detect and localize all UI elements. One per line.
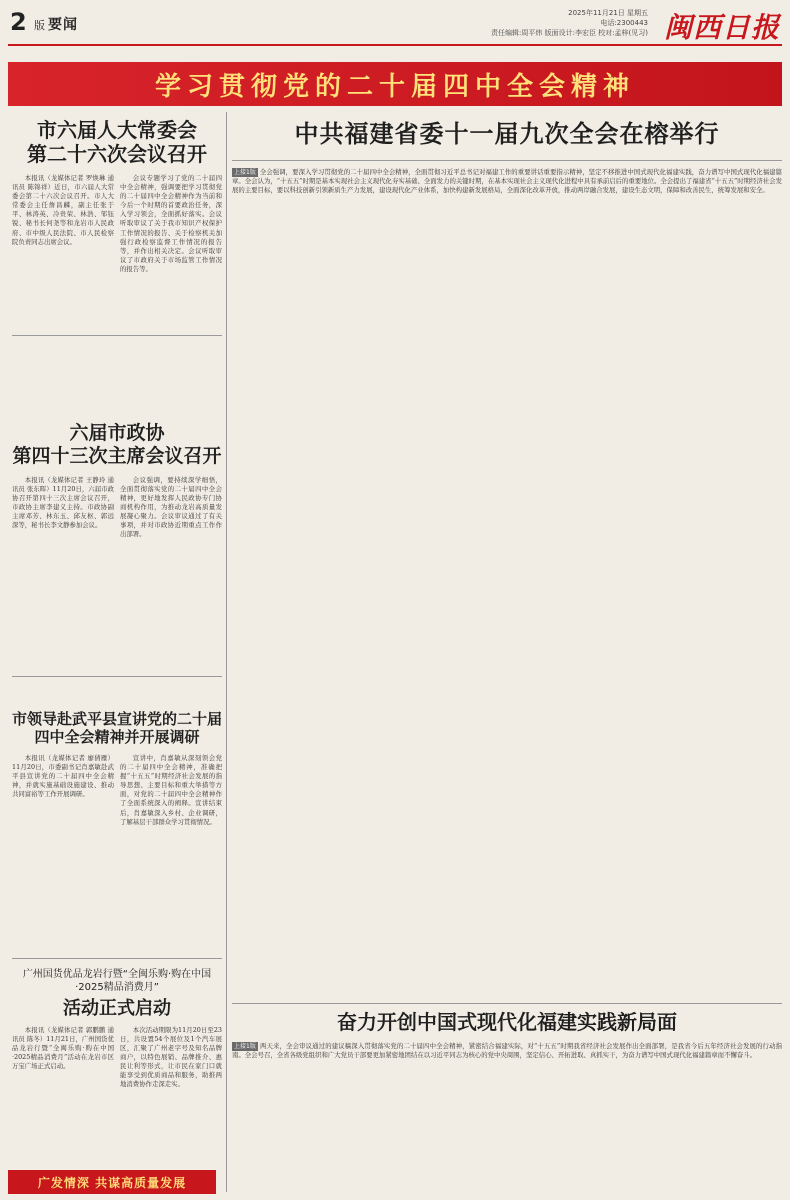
article-npc-title-line1: 市六届人大常委会: [37, 118, 197, 142]
article-npc-meeting: [12, 118, 222, 328]
article-wuping-title-line2: 四中全会精神并开展调研: [34, 728, 200, 746]
article-wuping-title-line1: 市领导赴武平县宣讲党的二十届: [12, 710, 223, 728]
article-shopping-lead: 本报讯（龙媒体记者 郭鹏鹏 通讯员 陈冬）11月21日，广州国货优品龙岩行暨“全闽乐购·购在中国·2025精品消费月”活动在龙岩市区万宝广场正式启动。: [12, 1025, 114, 1070]
article-shopping-title: 活动正式启动: [63, 998, 171, 1019]
article-plenum-body-wrap: [232, 168, 782, 195]
column-divider: [226, 112, 227, 1192]
article-fujian-modernization: [232, 1010, 782, 1194]
article-cppcc-body: 会议强调，要持续深学细悟，全面贯彻落实党的二十届四中全会精神，更好地发挥人民政协专门协商机构作用，为推动龙岩高质量发展凝心聚力。会议审议通过了有关事项，并对市政协近期重点工作作出部署。: [120, 475, 222, 539]
theme-banner-text: 学习贯彻党的二十届四中全会精神: [154, 71, 635, 102]
article-cppcc-title-line1: 六届市政协: [69, 422, 165, 444]
article-shopping-body: 本次活动期限为11月20日至23日，共设置54个展位及1个汽车展区，汇聚了广州老字号及知名品牌商户，以特色展销、品牌推介、惠民让利等形式，让市民在家门口就能享受到优质商品和服务，助推两地消费协作走深走实。: [120, 1025, 222, 1089]
article-modernization-body-wrap: [232, 1042, 782, 1060]
article-wuping-body: 宣讲中，肖嘉敏从深刻领会党的二十届四中全会精神，准确把握“十五五”时期经济社会发展的指导思想、主要目标和重大举措等方面，对党的二十届四中全会精神作了全面系统深入的阐释。宣讲结束后，肖嘉敏深入乡村、企业调研，了解基层干部群众学习贯彻情况。: [120, 754, 222, 826]
editor-credits: 责任编辑:周平炜 版面设计:李宏臣 校对:孟梓(见习): [491, 29, 648, 37]
divider: [12, 958, 222, 959]
article-wuping-lead: 本报讯（龙媒体记者 廖倩雁）11月20日，市委副书记肖嘉敏赴武平县宣讲党的二十届四中全会精神，并就实施基础设施建设、推动共同富裕等工作开展调研。: [12, 754, 114, 799]
theme-banner: [8, 62, 782, 106]
article-shopping-event: [12, 968, 222, 1164]
masthead: [8, 6, 782, 46]
article-provincial-plenum-headline-block: [232, 116, 782, 156]
article-modernization-body: 两天来，全会审议通过的建议稿深入贯彻落实党的二十届四中全会精神，紧密结合福建实际，对“十五五”时期我省经济社会发展作出全面部署，是我省今后五年经济社会发展的行动指南。全会号召，全省各级党组织和广大党员干部要更加紧密地团结在以习近平同志为核心的党中央周围，坚定信心、开拓进取、真抓实干，为奋力谱写中国式现代化福建篇章而不懈奋斗。: [232, 1042, 782, 1060]
bottom-banner-text: 广发情深 共谋高质量发展: [37, 1175, 187, 1190]
article-shopping-kicker: 广州国货优品龙岩行暨“全闽乐购·购在中国·2025精品消费月”: [22, 969, 212, 993]
article-cppcc-title-line2: 第四十三次主席会议召开: [12, 444, 222, 467]
article-plenum-body: 全会强调，要深入学习贯彻党的二十届四中全会精神，全面贯彻习近平总书记对福建工作的重要讲话重要指示精神，坚定不移推进中国式现代化福建实践，奋力谱写中国式现代化福建篇章。全会认为，“十五五”时期是基本实现社会主义现代化夯实基础、全面发力的关键时期，在基本实现社会主义现代化进程中具有承前启后的重要地位。全会提出了福建省“十五五”时期经济社会发展的主要目标，要以科技创新引领新质生产力发展，建设现代化产业体系，加快构建新发展格局，全面深化改革开放，推动两岸融合发展，建设生态文明，保障和改善民生，统筹发展和安全。: [232, 168, 782, 195]
newsroom-phone: 电话:2300443: [600, 19, 648, 27]
article-cppcc-lead: 本报讯（龙媒体记者 王静玲 通讯员 张东晖）11月20日，六届市政协召开第四十三次主席会议召开，市政协主席李建义主持。市政协副主席邓芳、林东玉、邱友枢、郭远深等，秘书长李文静参加会议。: [12, 475, 114, 530]
newspaper-logo: 闽西日报: [663, 11, 780, 44]
divider: [12, 676, 222, 677]
article-cppcc-meeting: [12, 422, 222, 540]
article-modernization-title: 奋力开创中国式现代化福建实践新局面: [337, 1010, 677, 1034]
divider: [12, 335, 222, 336]
continued-tag: 上接1版: [234, 169, 256, 176]
article-plenum-title: 中共福建省委十一届九次全会在榕举行: [294, 120, 720, 148]
continued-tag: 上接1版: [234, 1043, 256, 1050]
divider: [232, 1003, 782, 1004]
issue-date: 2025年11月21日 星期五: [568, 9, 648, 17]
article-npc-lead: 本报讯（龙媒体记者 罗焕琳 通讯员 陈锦祥）近日，市六届人大常委会第二十六次会议召开。市人大常委会主任詹昌麟，副主任张于平、林涛英、冷贵荣、林浩、邹钰锐、秘书长何尧等和龙岩市人民政府、市中级人民法院、市人民检察院负责同志出席会议。: [12, 174, 114, 246]
page-section-name: 要闻: [48, 17, 78, 33]
bottom-banner: [8, 1170, 216, 1194]
article-npc-title-line2: 第二十六次会议召开: [27, 142, 207, 166]
article-wuping-lecture: [12, 710, 222, 960]
article-npc-body: 会议专题学习了党的二十届四中全会精神，强调要把学习贯彻党的二十届四中全会精神作为当前和今后一个时期的首要政治任务，深入学习领会，全面抓好落实。会议听取审议了关于我市知识产权保护工作情况的报告、关于检察机关加强行政检察监督工作情况的报告等，并作出相关决定。会议听取审议了市政府关于市场监管工作情况的报告等。: [120, 174, 222, 273]
page-number: 2: [10, 8, 27, 36]
page-section-label: [34, 14, 78, 34]
page-ban-label: 版: [34, 19, 46, 32]
masthead-meta: [438, 8, 648, 38]
article-provincial-plenum: [232, 168, 782, 1000]
divider: [232, 160, 782, 161]
